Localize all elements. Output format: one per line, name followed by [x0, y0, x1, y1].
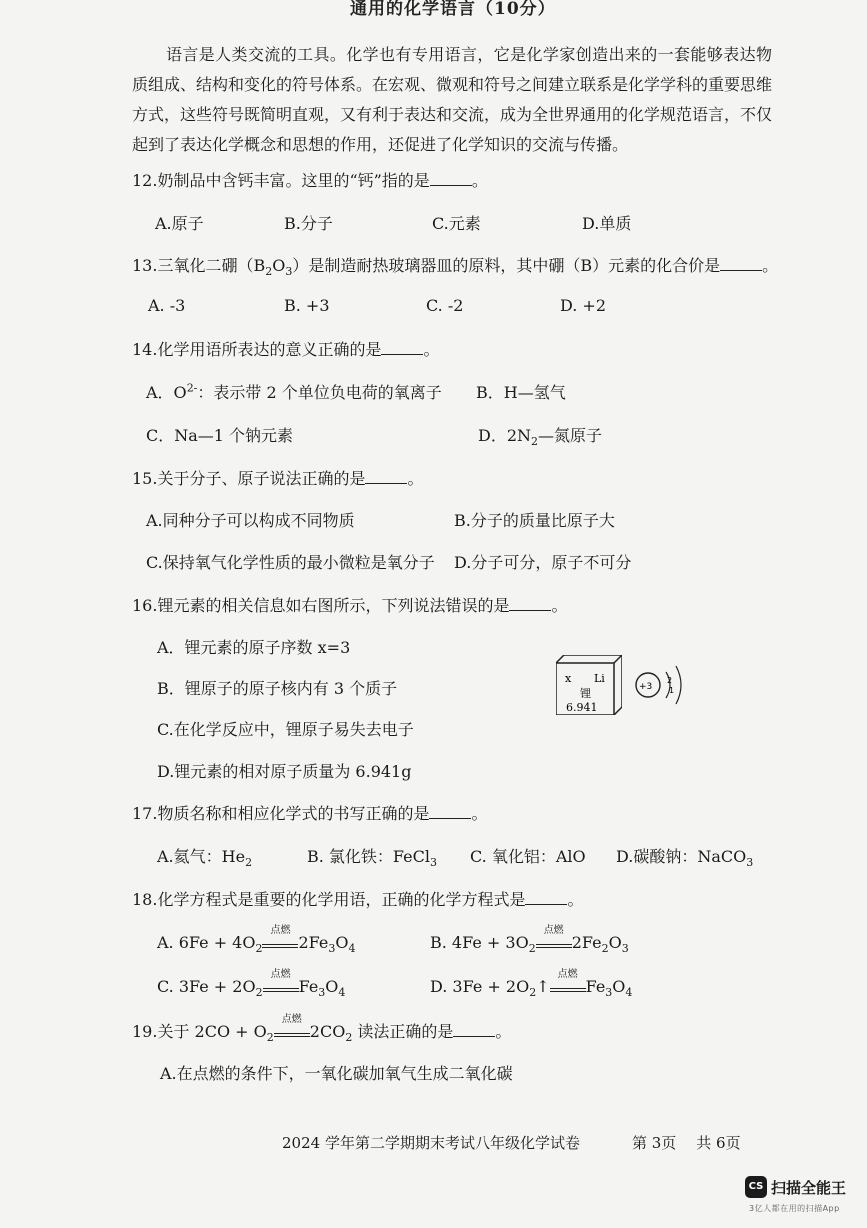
- answer-blank: [509, 596, 551, 611]
- option-c: C. $3Fe + 2O_2$ 点燃 $Fe_3O_4$: [157, 969, 346, 1000]
- question-19: 19.关于 $2CO + O_2$ 点燃 $2CO_2$ 读法正确的是 。: [132, 1014, 512, 1045]
- reaction-condition: 点燃: [262, 938, 298, 948]
- option-d: D. $3Fe + 2O_2↑$ 点燃 $Fe_3O_4$: [430, 969, 633, 1000]
- question-12: 12.奶制品中含钙丰富。这里的“钙”指的是 。: [132, 171, 488, 190]
- option-a: A.原子: [155, 214, 204, 233]
- question-16: 16.锂元素的相关信息如右图所示，下列说法错误的是 。: [132, 596, 568, 615]
- option-d: D．$2N_2—$氮原子: [478, 426, 603, 449]
- option-a: A.同种分子可以构成不同物质: [146, 511, 355, 530]
- option-b: B. 氯化铁：FeCl$_3$: [307, 847, 437, 870]
- option-d: D. +2: [560, 296, 607, 315]
- page-number: 第 3页: [631, 1134, 677, 1152]
- answer-blank: [430, 171, 472, 186]
- option-a: A. -3: [148, 296, 186, 315]
- option-c: C. -2: [426, 296, 464, 315]
- page-total: 共 6页: [696, 1134, 741, 1152]
- atom-structure-diagram: [630, 660, 690, 710]
- element-name: 锂: [580, 687, 591, 700]
- answer-blank: [453, 1022, 495, 1037]
- option-b: B.分子的质量比原子大: [454, 511, 615, 530]
- option-a: A．锂元素的原子序数 x=3: [157, 638, 351, 657]
- scanner-app-name: 扫描全能王: [771, 1179, 847, 1197]
- question-15: 15.关于分子、原子说法正确的是 。: [132, 469, 424, 488]
- element-mass: 6.941: [566, 701, 598, 714]
- question-18: 18.化学方程式是重要的化学用语，正确的化学方程式是 。: [132, 890, 584, 909]
- answer-blank: [429, 804, 471, 819]
- periodic-element-cell: [556, 655, 622, 715]
- answer-blank: [381, 340, 423, 355]
- answer-blank: [525, 890, 567, 905]
- intro-paragraph: 语言是人类交流的工具。化学也有专用语言，它是化学家创造出来的一套能够表达物质组成、结构和变化的符号体系。在宏观、微观和符号之间建立联系是化学学科的重要思维方式，这些符号既简明直观，又有利于表达和交流，成为全世界通用的化学规范语言，不仅起到了表达化学概念和思想的作用，还促进了化学知识的交流与传播。: [132, 45, 773, 154]
- camscanner-logo-icon: CS: [745, 1176, 767, 1198]
- option-d: D.碳酸钠：NaCO$_3$: [616, 847, 754, 870]
- option-b: B. +3: [284, 296, 330, 315]
- option-c: C.保持氧气化学性质的最小微粒是氧分子: [146, 553, 435, 572]
- option-c: C. 氧化铝：AlO: [470, 847, 586, 866]
- option-a: A. $6Fe + 4O_2$ 点燃 $2Fe_3O_4$: [157, 925, 356, 956]
- reaction-condition: 点燃: [263, 982, 299, 992]
- option-c: C．Na—1 个钠元素: [146, 426, 294, 445]
- option-a: A.氦气：$He_2$: [157, 847, 253, 870]
- question-stem: 12.奶制品中含钙丰富。这里的“钙”指的是: [132, 171, 430, 190]
- option-d: D.单质: [582, 214, 632, 233]
- reaction-condition: 点燃: [274, 1027, 310, 1037]
- question-13: 13.三氧化二硼$(B_2O_3)$是制造耐热玻璃器皿的原料，其中硼（B）元素的化合价是 。: [132, 256, 779, 279]
- question-14: 14.化学用语所表达的意义正确的是 。: [132, 340, 440, 359]
- option-b: B．H—氢气: [476, 383, 566, 402]
- option-c: C.在化学反应中，锂原子易失去电子: [157, 720, 414, 739]
- page-footer: [282, 1132, 741, 1153]
- option-a: A.在点燃的条件下，一氧化碳加氧气生成二氧化碳: [160, 1064, 513, 1083]
- option-b: B. $4Fe + 3O_2$ 点燃 $2Fe_2O_3$: [430, 925, 629, 956]
- element-symbol: Li: [594, 672, 605, 685]
- section-title: 通用的化学语言（10分）: [350, 0, 556, 19]
- scanner-watermark: [745, 1176, 855, 1220]
- reaction-condition: 点燃: [550, 982, 586, 992]
- scanner-tagline: 3亿人都在用的扫描App: [749, 1204, 840, 1213]
- exam-title: 2024 学年第二学期期末考试八年级化学试卷: [282, 1134, 580, 1152]
- reaction-condition: 点燃: [536, 938, 572, 948]
- element-number-label: x: [565, 672, 572, 685]
- option-b: B.分子: [284, 214, 333, 233]
- svg-text:1: 1: [669, 686, 675, 695]
- option-a: A．$O^{2-}$：表示带 2 个单位负电荷的氧离子: [146, 381, 442, 402]
- option-b: B．锂原子的原子核内有 3 个质子: [157, 679, 398, 698]
- answer-blank: [720, 256, 762, 271]
- question-17: 17.物质名称和相应化学式的书写正确的是 。: [132, 804, 488, 823]
- nucleus-charge: +3: [639, 682, 653, 692]
- answer-blank: [365, 469, 407, 484]
- option-d: D.分子可分，原子不可分: [454, 553, 632, 572]
- option-d: D.锂元素的相对原子质量为 6.941g: [157, 762, 412, 781]
- option-c: C.元素: [432, 214, 481, 233]
- svg-text:2: 2: [667, 676, 673, 685]
